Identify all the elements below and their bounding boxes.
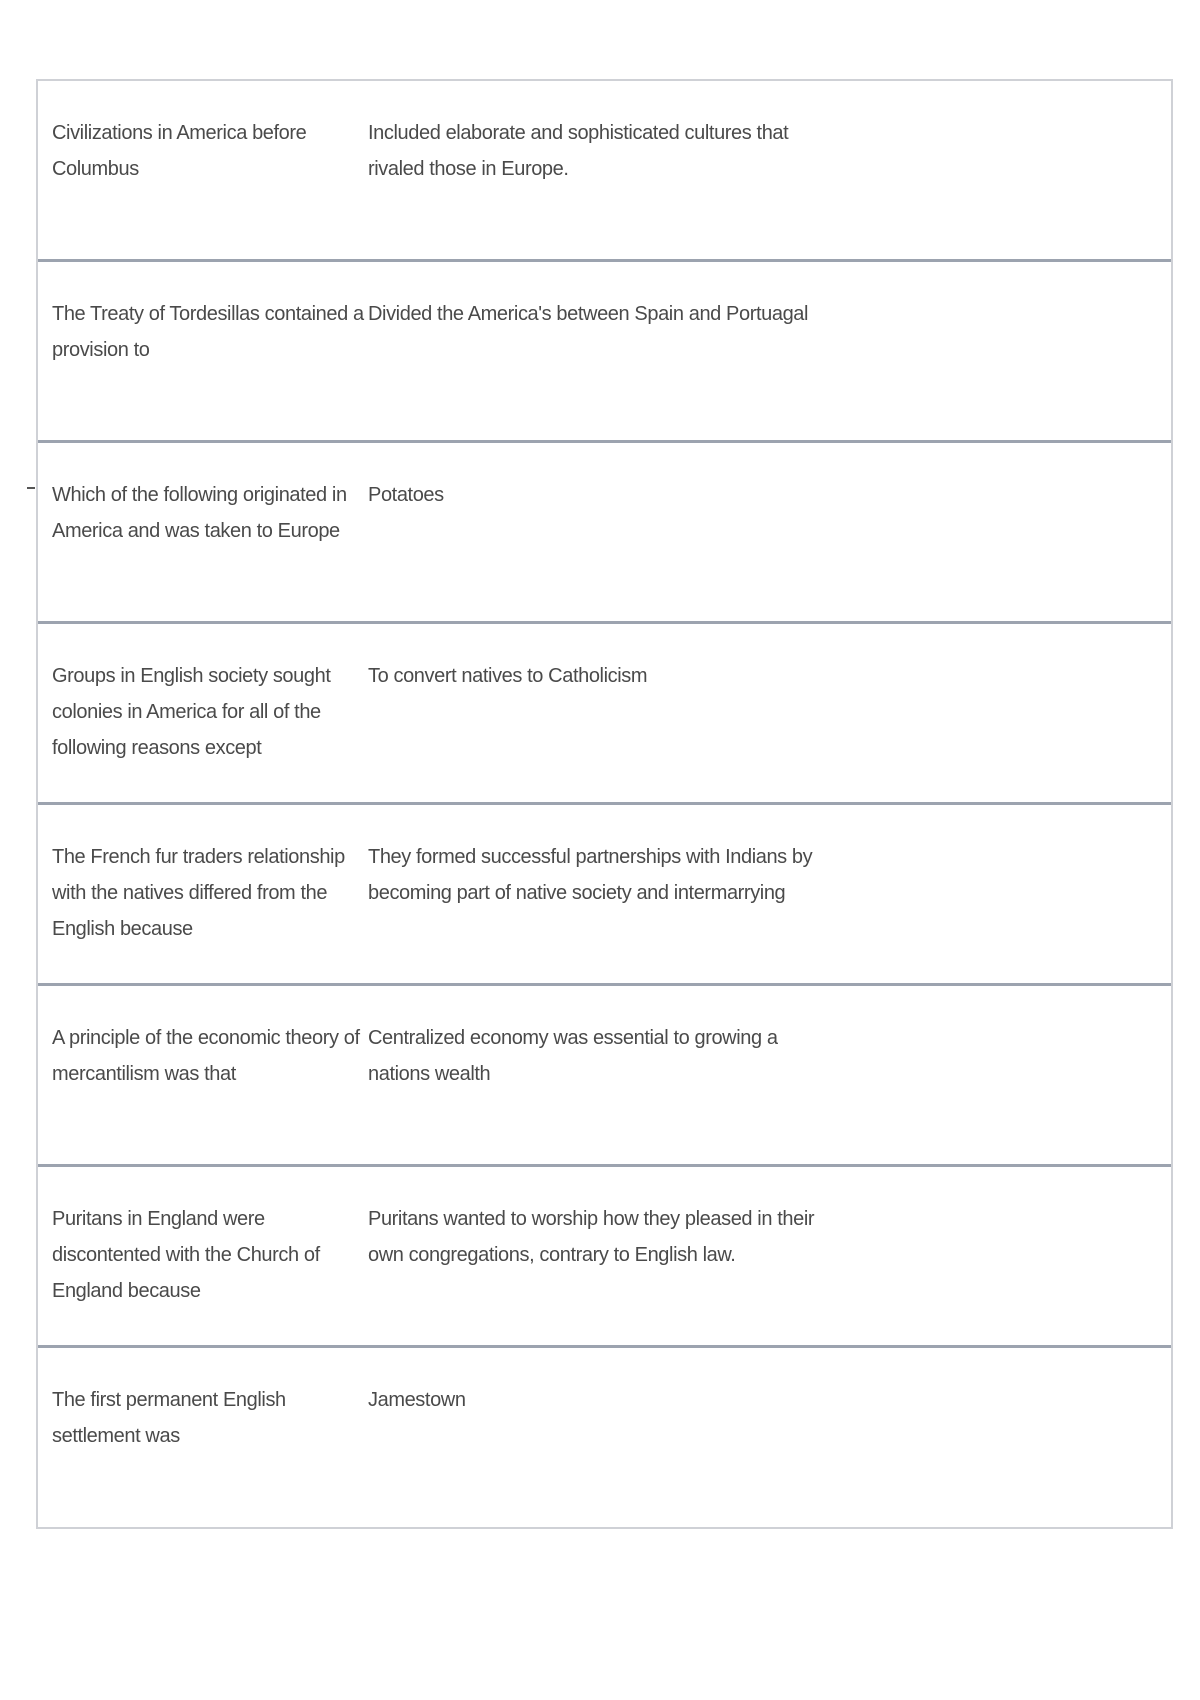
card-term: Groups in English society sought colonies in America for all of the following reasons except (52, 665, 331, 759)
card-definition: Divided the America's between Spain and Portuagal (368, 303, 809, 325)
card-row (38, 624, 1171, 805)
card-definition: Potatoes (368, 484, 444, 506)
card-term: Civilizations in America before Columbus (52, 122, 307, 180)
flashcard-table (36, 79, 1173, 1529)
card-definition: Jamestown (368, 1389, 466, 1411)
card-row (38, 443, 1171, 624)
card-row (38, 1348, 1171, 1527)
card-definition: To convert natives to Catholicism (368, 665, 648, 687)
card-term: A principle of the economic theory of mercantilism was that (52, 1027, 360, 1085)
card-term: The first permanent English settlement was (52, 1389, 286, 1447)
card-definition: Puritans wanted to worship how they pleased in their own congregations, contrary to English law. (368, 1208, 815, 1266)
card-row (38, 805, 1171, 986)
card-row (38, 1167, 1171, 1348)
card-definition: Centralized economy was essential to growing a nations wealth (368, 1027, 778, 1085)
card-term: Puritans in England were discontented with the Church of England because (52, 1208, 320, 1302)
card-row (38, 81, 1171, 262)
card-row (38, 262, 1171, 443)
card-definition: Included elaborate and sophisticated cultures that rivaled those in Europe. (368, 122, 789, 180)
card-row (38, 986, 1171, 1167)
margin-mark (27, 487, 35, 489)
card-term: The French fur traders relationship with the natives differed from the English because (52, 846, 345, 940)
card-definition: They formed successful partnerships with Indians by becoming part of native society and intermarrying (368, 846, 813, 904)
card-term: Which of the following originated in America and was taken to Europe (52, 484, 347, 542)
card-term: The Treaty of Tordesillas contained a provision to (52, 303, 364, 361)
